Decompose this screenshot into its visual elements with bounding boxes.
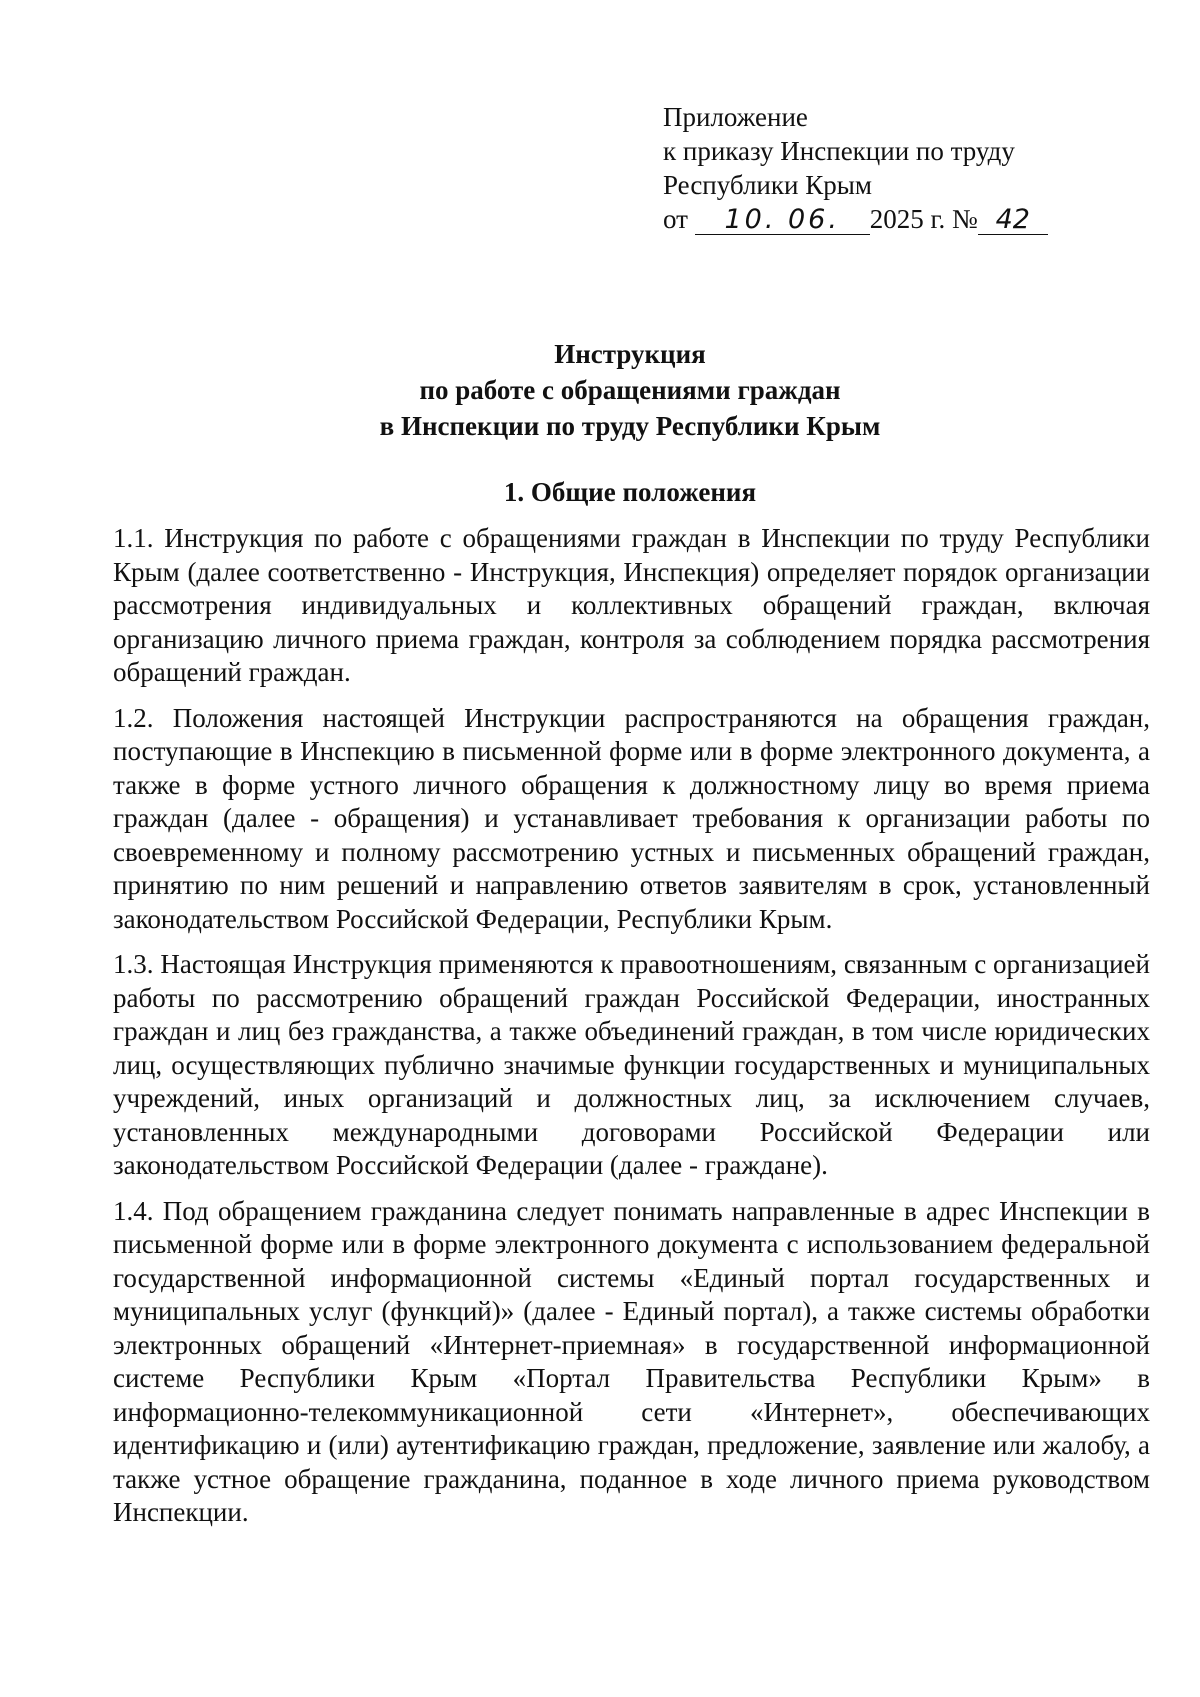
paragraph-1-2: 1.2. Положения настоящей Инструкции распространяются на обращения граждан, поступающие в Инспекцию в письменной форме или в форме электронного документа, а также в форме устного личного обращения к должностному лицу во время приема граждан (далее - обращения) и устанавливает требования к организации работы по своевременному и полному рассмотрению устных и письменных обращений граждан, принятию по ним решений и направлению ответов заявителям в срок, установленный законодательством Российской Федерации, Республики Крым. [113,702,1150,934]
paragraph-1-3: 1.3. Настоящая Инструкция применяются к правоотношениям, связанным с организацией работы по рассмотрению обращений граждан Российской Федерации, иностранных граждан и лиц без гражданства, а также объединений граждан, в том числе юридических лиц, осуществляющих публично значимые функции государственных и муниципальных учреждений, иных организаций и должностных лиц, за исключением случаев, установленных международными договорами Российской Федерации или законодательством Российской Федерации (далее - граждане). [113,949,1150,1180]
title-line-1: Инструкция [554,339,706,369]
paragraph-1-1: 1.1. Инструкция по работе с обращениями граждан в Инспекции по труду Республики Крым (далее соответственно - Инструкция, Инспекция) определяет порядок организации рассмотрения индивидуальных и коллективных обращений граждан, включая организацию личного приема граждан, контроля за соблюдением порядка рассмотрения обращений граждан. [113,523,1150,687]
document-body [113,522,1150,1542]
section-heading: 1. Общие положения [503,477,757,507]
title-line-3: в Инспекции по труду Республики Крым [379,411,881,441]
approval-line-republic: Республики Крым [663,170,872,200]
document-title [110,336,1150,444]
title-line-2: по работе с обращениями граждан [419,375,841,405]
approval-line-date [663,202,1083,236]
approval-from-prefix: от [663,204,688,234]
paragraph-1-4: 1.4. Под обращением гражданина следует понимать направленные в адрес Инспекции в письменной форме или в форме электронного документа с использованием федеральной государственной информационной системы «Единый портал государственных и муниципальных услуг (функций)» (далее - Единый портал), а также системы обработки электронных обращений «Интернет-приемная» в государственной информационной системе Республики Крым «Портал Правительства Республики Крым» в информационно-телекоммуникационной сети «Интернет», обеспечивающих идентификацию и (или) аутентификацию граждан, предложение, заявление или жалобу, а также устное обращение гражданина, поданное в ходе личного приема руководством Инспекции. [113,1195,1150,1527]
approval-block [663,100,1083,236]
handwritten-date: 10. 06. [695,206,870,235]
handwritten-order-number: 42 [978,206,1048,235]
approval-line-appendix: Приложение [663,102,808,132]
approval-year-text: 2025 г. № [869,204,978,234]
approval-line-order: к приказу Инспекции по труду [663,136,1015,166]
